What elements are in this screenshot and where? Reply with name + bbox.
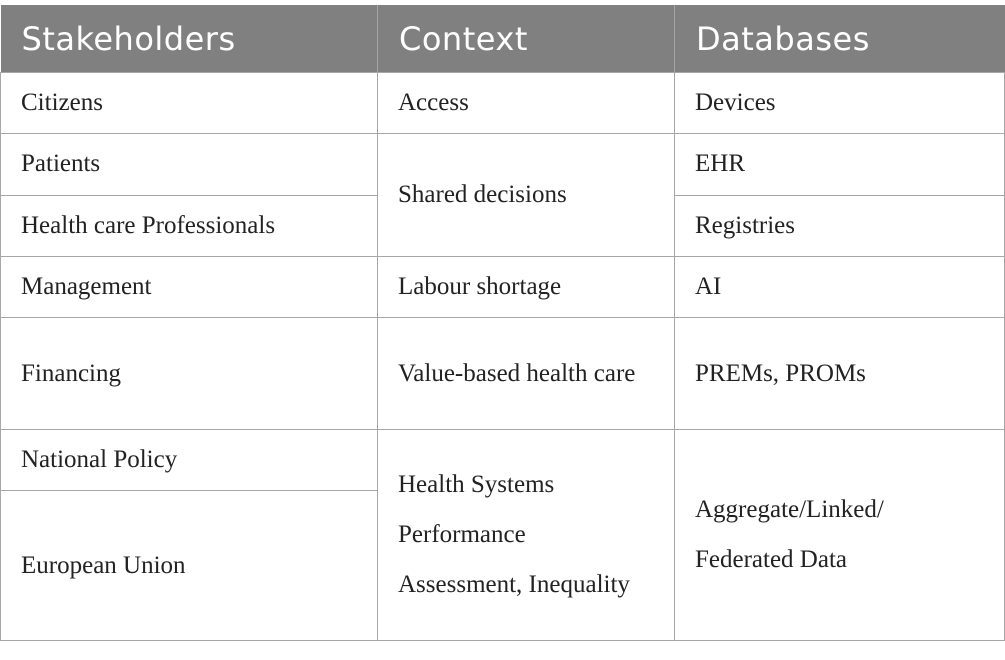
header-stakeholders: Stakeholders <box>1 5 378 73</box>
table-row <box>1 73 1005 134</box>
stakeholders-context-databases-table <box>0 5 1005 641</box>
table-row <box>1 256 1005 317</box>
database-cell: EHR <box>675 134 1005 195</box>
stakeholder-cell: Citizens <box>1 73 378 134</box>
table-row <box>1 318 1005 430</box>
database-cell: PREMs, PROMs <box>675 318 1005 430</box>
context-cell: Shared decisions <box>378 134 675 257</box>
database-cell: Registries <box>675 195 1005 256</box>
database-cell: AI <box>675 256 1005 317</box>
stakeholder-cell: European Union <box>1 491 378 641</box>
header-databases: Databases <box>675 5 1005 73</box>
header-context: Context <box>378 5 675 73</box>
context-cell: Labour shortage <box>378 256 675 317</box>
stakeholder-cell: National Policy <box>1 429 378 490</box>
stakeholder-cell: Health care Professionals <box>1 195 378 256</box>
context-cell: Access <box>378 73 675 134</box>
stakeholder-cell: Financing <box>1 318 378 430</box>
context-cell: Health Systems Performance Assessment, Inequality <box>378 429 675 640</box>
stakeholder-cell: Patients <box>1 134 378 195</box>
table-row <box>1 429 1005 490</box>
stakeholder-cell: Management <box>1 256 378 317</box>
context-cell: Value-based health care <box>378 318 675 430</box>
table-row <box>1 134 1005 195</box>
database-cell: Aggregate/Linked/ Federated Data <box>675 429 1005 640</box>
table-header-row <box>1 5 1005 73</box>
database-cell: Devices <box>675 73 1005 134</box>
